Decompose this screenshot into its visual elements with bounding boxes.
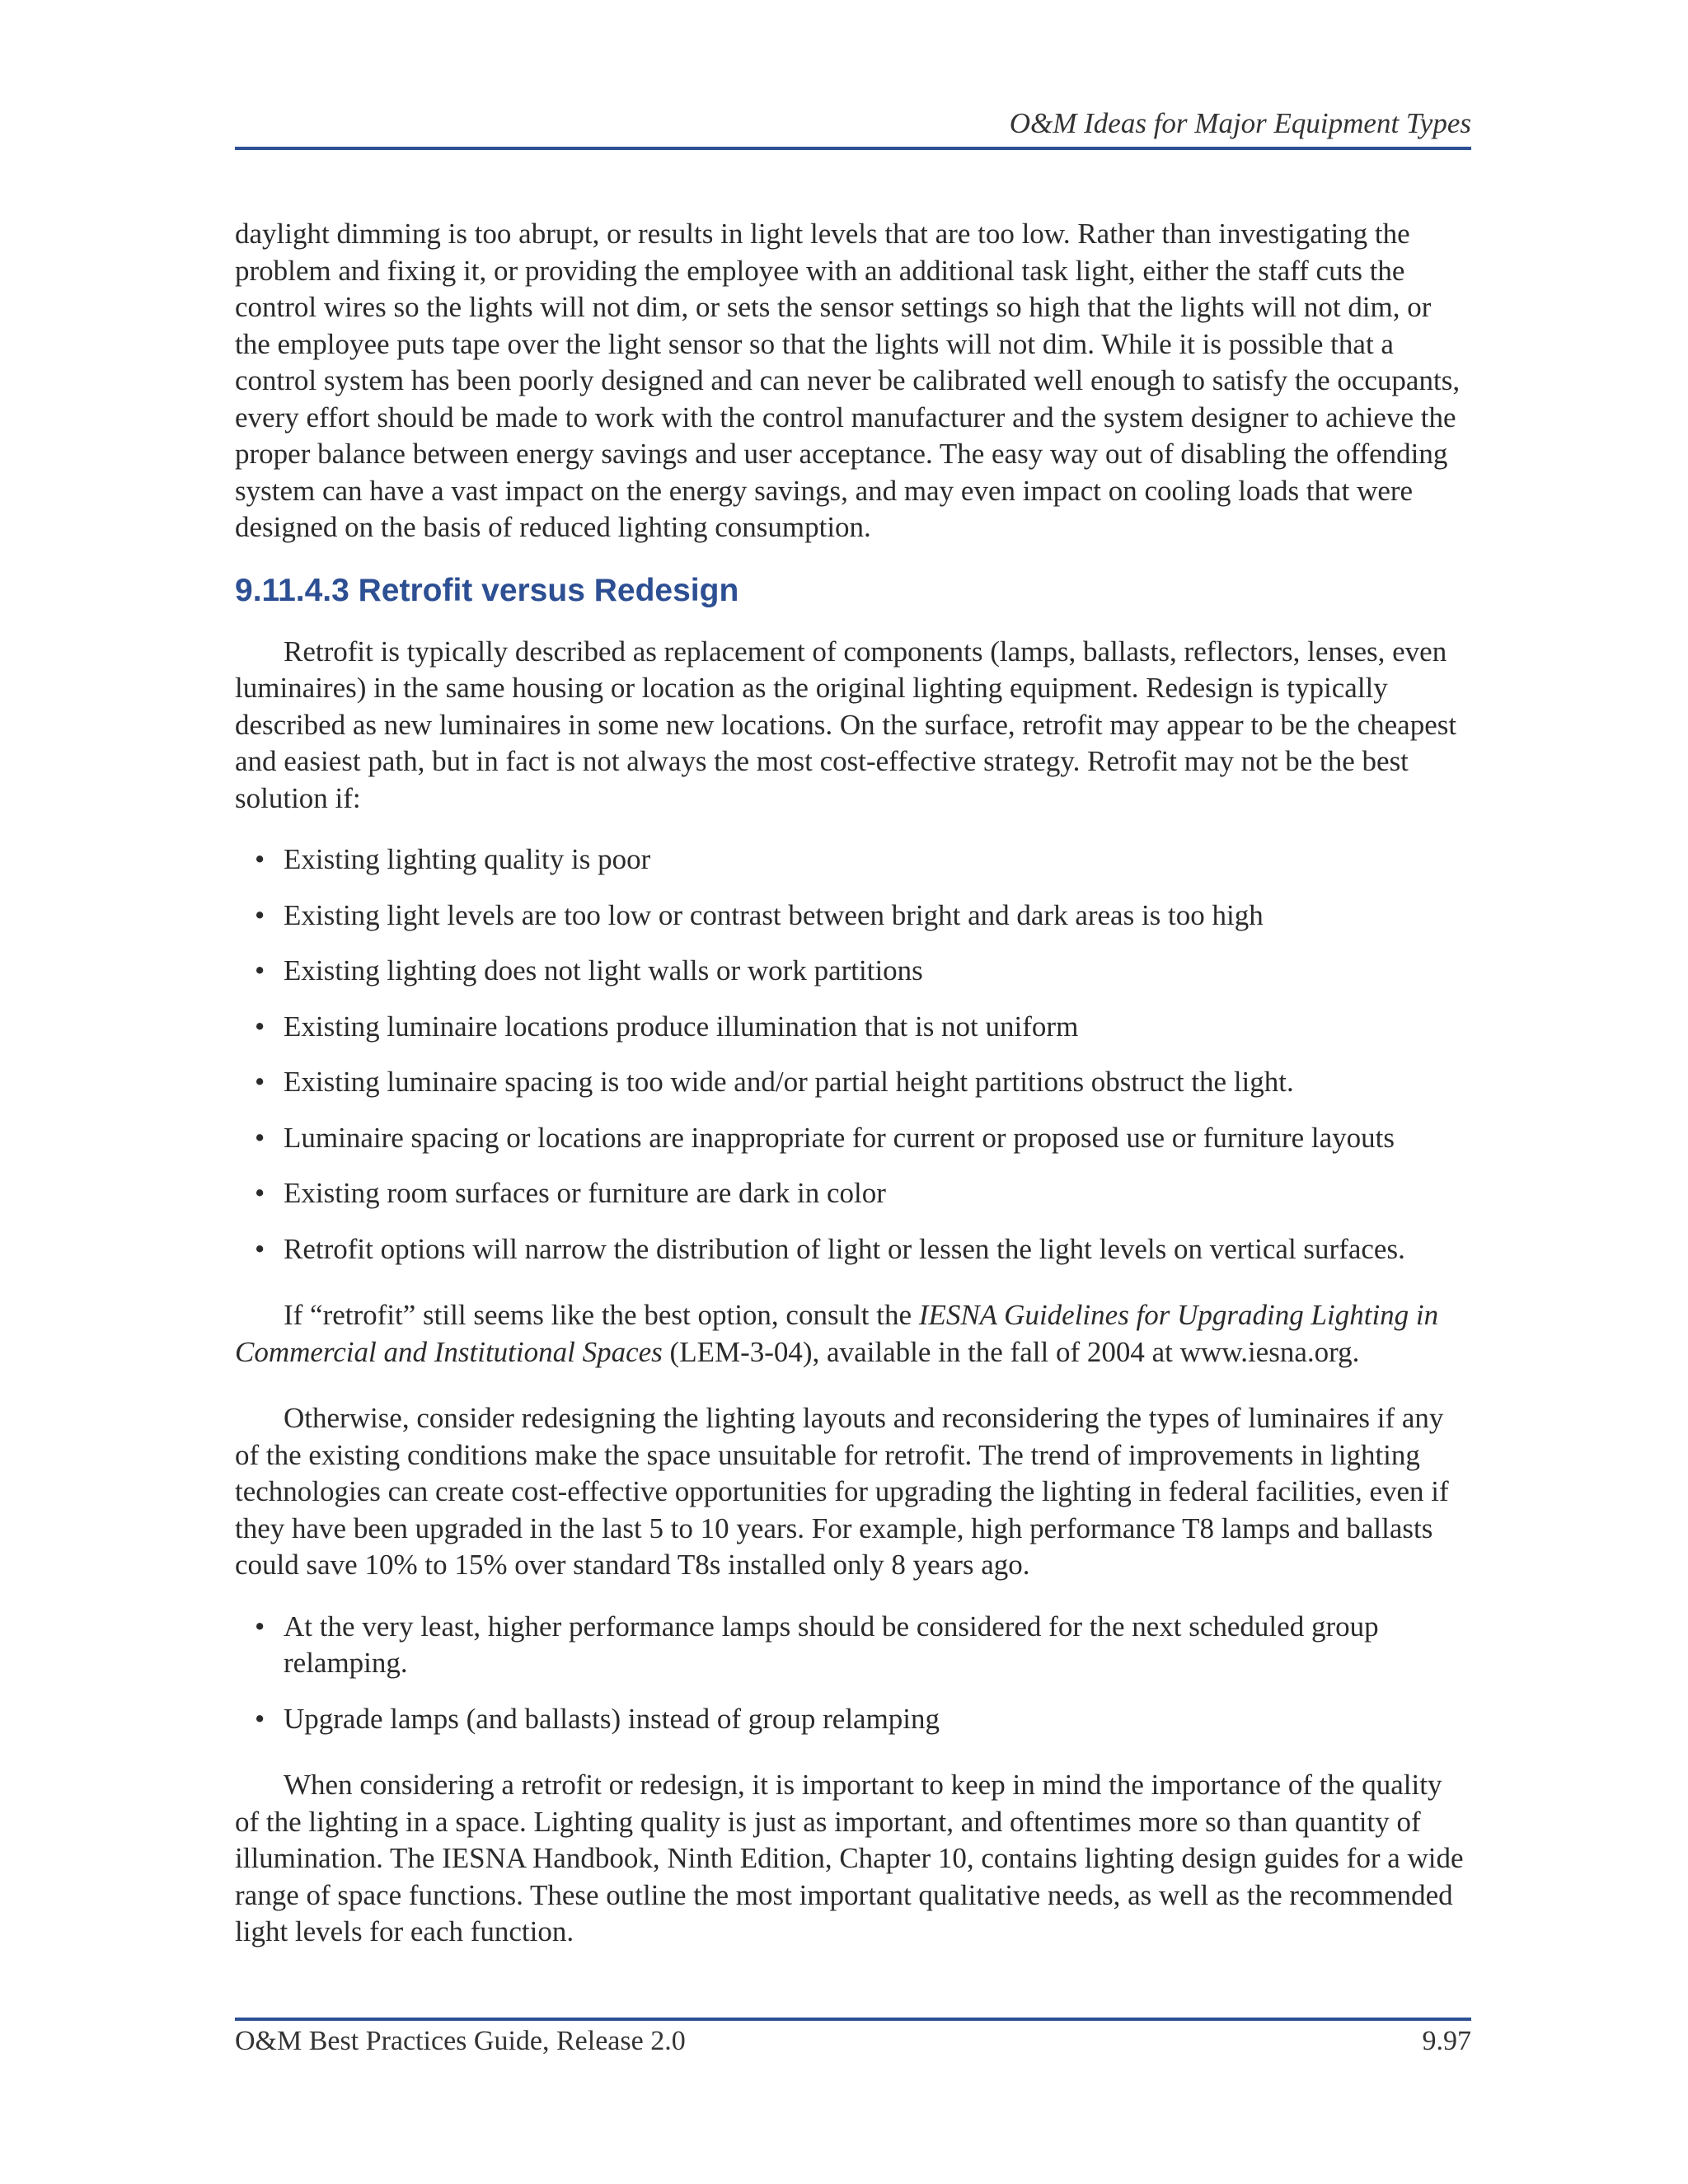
list-item-text: Retrofit options will narrow the distribution of light or lessen the light levels on vertical surfaces. [284, 1232, 1405, 1265]
iesna-paragraph-start: If “retrofit” still seems like the best option, consult the [284, 1299, 919, 1331]
list-item [235, 841, 1471, 879]
list-item [235, 1009, 1471, 1046]
list-item [235, 1231, 1471, 1268]
bullet-icon: • [255, 1232, 265, 1265]
list-item-text: Luminaire spacing or locations are inappropriate for current or proposed use or furniture layouts [284, 1121, 1395, 1154]
list-item [235, 1120, 1471, 1157]
list-item [235, 1701, 1471, 1738]
list-item-text: Upgrade lamps (and ballasts) instead of group relamping [284, 1702, 940, 1735]
list-item [235, 898, 1471, 935]
otherwise-paragraph: Otherwise, consider redesigning the lighting layouts and reconsidering the types of luminaires if any of the existing conditions make the space unsuitable for retrofit. The trend of improvements in lighting technologies can create cost-effective opportunities for upgrading the lighting in federal facilities, even if they have been upgraded in the last 5 to 10 years. For example, high performance T8 lamps and ballasts could save 10% to 15% over standard T8s installed only 8 years ago. [235, 1402, 1449, 1581]
list-item-text: Existing luminaire spacing is too wide and/or partial height partitions obstruct the light. [284, 1066, 1294, 1098]
running-head: O&M Ideas for Major Equipment Types [1009, 107, 1471, 139]
bullet-icon: • [255, 843, 265, 875]
bullet-icon: • [255, 1010, 265, 1043]
bullet-icon: • [255, 1177, 265, 1209]
list-item-text: Existing lighting does not light walls or work partitions [284, 954, 923, 987]
iesna-guideline-title: IESNA Guidelines for Upgrading Lighting in Commercial and Institutional Spaces [235, 1299, 1439, 1368]
bullet-icon: • [255, 1702, 265, 1735]
iesna-paragraph-end: (LEM-3-04), available in the fall of 2004 at www.iesna.org. [662, 1335, 1360, 1368]
list-item-text: Existing room surfaces or furniture are dark in color [284, 1177, 886, 1209]
list-item [235, 953, 1471, 990]
footer-rule [235, 2018, 1471, 2021]
list-item [235, 1609, 1471, 1682]
lamps-bullet-list [235, 1609, 1471, 1738]
intro-paragraph: daylight dimming is too abrupt, or results in light levels that are too low. Rather than investigating the problem and fixing it, or providing the employee with an additional task light, either the staff cuts the control wires so the lights will not dim, or sets the sensor settings so high that the lights will not dim, or the employee puts tape over the light sensor so that the lights will not dim. While it is possible that a control system has been poorly designed and can never be calibrated well enough to satisfy the occupants, every effort should be made to work with the control manufacturer and the system designer to achieve the proper balance between energy savings and user acceptance. The easy way out of disabling the offending system can have a vast impact on the energy savings, and may even impact on cooling loads that were designed on the basis of reduced lighting consumption. [235, 218, 1461, 543]
list-item-text: At the very least, higher performance lamps should be considered for the next scheduled group relamping. [284, 1610, 1379, 1679]
footer-guide-title: O&M Best Practices Guide, Release 2.0 [235, 2026, 686, 2056]
iesna-paragraph [235, 1297, 1471, 1371]
bullet-icon: • [255, 1066, 265, 1098]
quality-paragraph: When considering a retrofit or redesign, it is important to keep in mind the importance of the quality of the lighting in a space. Lighting quality is just as important, and oftentimes more so than quantity of illumination. The IESNA Handbook, Ninth Edition, Chapter 10, contains lighting design guides for a wide range of space functions. These outline the most important qualitative needs, as well as the recommended light levels for each function. [235, 1769, 1464, 1947]
retrofit-bullet-list [235, 841, 1471, 1268]
bullet-icon: • [255, 954, 265, 987]
list-item [235, 1064, 1471, 1101]
page-content [235, 216, 1471, 1951]
retrofit-paragraph: Retrofit is typically described as replacement of components (lamps, ballasts, reflectors, lenses, even luminaires) in the same housing or location as the original lighting equipment. Redesign is typically described as new luminaires in some new locations. On the surface, retrofit may appear to be the cheapest and easiest path, but in fact is not always the most cost-effective strategy. Retrofit may not be the best solution if: [235, 635, 1457, 814]
list-item-text: Existing luminaire locations produce illumination that is not uniform [284, 1010, 1079, 1043]
list-item-text: Existing lighting quality is poor [284, 843, 651, 875]
list-item-text: Existing light levels are too low or contrast between bright and dark areas is too high [284, 898, 1264, 931]
bullet-icon: • [255, 1121, 265, 1154]
header-rule [235, 147, 1471, 150]
bullet-icon: • [255, 1610, 265, 1643]
list-item [235, 1175, 1471, 1212]
page-number: 9.97 [1422, 2026, 1471, 2056]
section-heading: 9.11.4.3 Retrofit versus Redesign [235, 572, 739, 608]
bullet-icon: • [255, 898, 265, 931]
document-page [235, 0, 1471, 2184]
